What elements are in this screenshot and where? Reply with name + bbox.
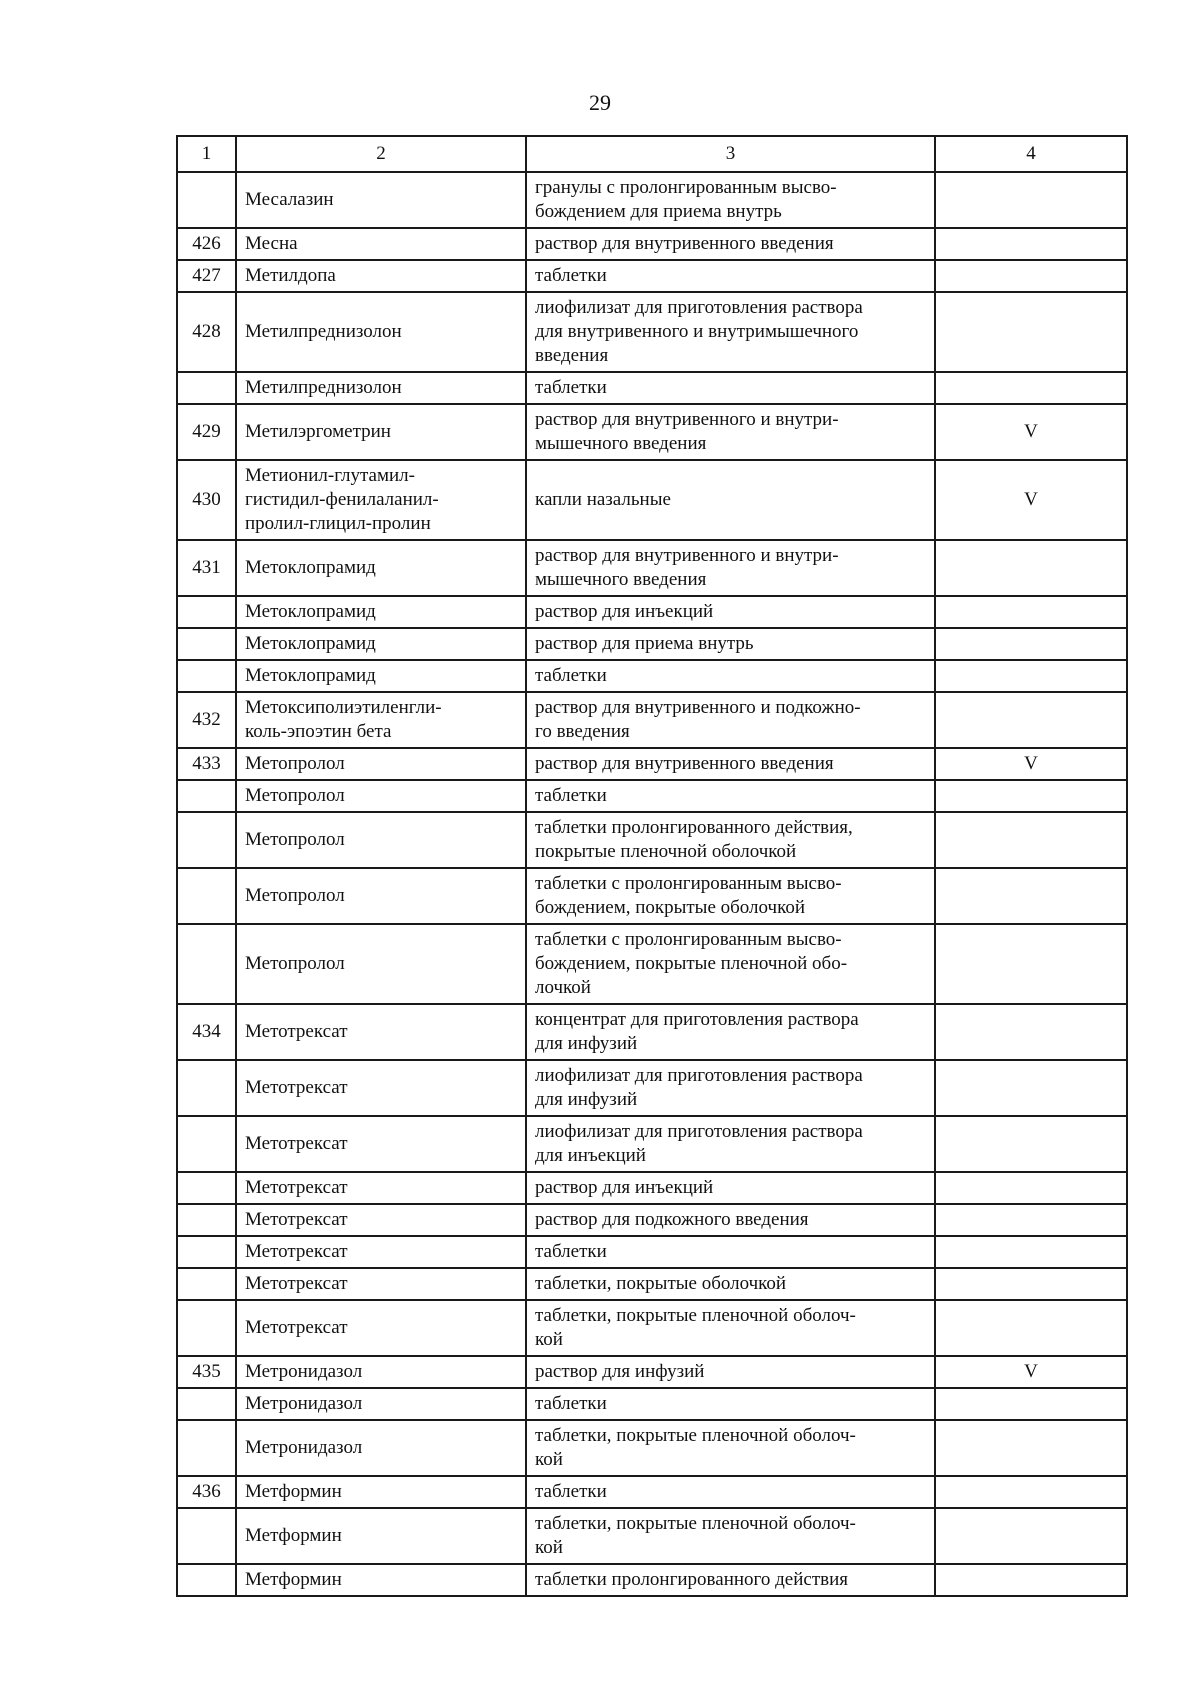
dosage-form: раствор для внутривенного и внутри- мышечного введения <box>526 404 935 460</box>
row-number <box>177 1060 236 1116</box>
drug-name: Метилпреднизолон <box>236 372 526 404</box>
row-number <box>177 1204 236 1236</box>
mark-cell <box>935 1268 1127 1300</box>
row-number <box>177 1420 236 1476</box>
row-number <box>177 660 236 692</box>
drug-name: Метопролол <box>236 780 526 812</box>
table-row <box>177 1268 1127 1300</box>
row-number <box>177 628 236 660</box>
row-number <box>177 1116 236 1172</box>
table-row <box>177 812 1127 868</box>
table-row <box>177 924 1127 1004</box>
drug-name: Метотрексат <box>236 1236 526 1268</box>
drug-name: Метформин <box>236 1508 526 1564</box>
header-row <box>177 136 1127 172</box>
mark-cell <box>935 1300 1127 1356</box>
drug-name: Метронидазол <box>236 1388 526 1420</box>
table-row <box>177 1300 1127 1356</box>
drug-name: Месалазин <box>236 172 526 228</box>
table-row <box>177 628 1127 660</box>
row-number <box>177 1388 236 1420</box>
mark-cell: V <box>935 1356 1127 1388</box>
table-row <box>177 1116 1127 1172</box>
dosage-form: таблетки <box>526 1388 935 1420</box>
dosage-form: таблетки <box>526 260 935 292</box>
drug-name: Метоклопрамид <box>236 660 526 692</box>
row-number <box>177 868 236 924</box>
row-number <box>177 924 236 1004</box>
dosage-form: таблетки с пролонгированным высво- бождением, покрытые пленочной обо- лочкой <box>526 924 935 1004</box>
drug-name: Метотрексат <box>236 1268 526 1300</box>
dosage-form: таблетки <box>526 780 935 812</box>
dosage-form: концентрат для приготовления раствора для инфузий <box>526 1004 935 1060</box>
table-row <box>177 1060 1127 1116</box>
mark-cell <box>935 372 1127 404</box>
dosage-form: раствор для подкожного введения <box>526 1204 935 1236</box>
mark-cell <box>935 1420 1127 1476</box>
column-header-4: 4 <box>935 136 1127 172</box>
drug-name: Метилэргометрин <box>236 404 526 460</box>
drug-name: Метотрексат <box>236 1004 526 1060</box>
table-row <box>177 660 1127 692</box>
table-row <box>177 172 1127 228</box>
column-header-1: 1 <box>177 136 236 172</box>
table-row <box>177 260 1127 292</box>
dosage-form: лиофилизат для приготовления раствора для инъекций <box>526 1116 935 1172</box>
row-number: 428 <box>177 292 236 372</box>
dosage-form: лиофилизат для приготовления раствора для внутривенного и внутримышечного введения <box>526 292 935 372</box>
page-number: 29 <box>589 90 611 115</box>
row-number: 436 <box>177 1476 236 1508</box>
drug-name: Метоклопрамид <box>236 540 526 596</box>
row-number <box>177 1300 236 1356</box>
dosage-form: раствор для приема внутрь <box>526 628 935 660</box>
mark-cell <box>935 1172 1127 1204</box>
table-row <box>177 596 1127 628</box>
mark-cell <box>935 1388 1127 1420</box>
table-row <box>177 1172 1127 1204</box>
row-number: 427 <box>177 260 236 292</box>
dosage-form: раствор для инфузий <box>526 1356 935 1388</box>
table-row <box>177 1476 1127 1508</box>
table-body <box>177 172 1127 1596</box>
row-number: 429 <box>177 404 236 460</box>
mark-cell <box>935 1004 1127 1060</box>
dosage-form: таблетки пролонгированного действия <box>526 1564 935 1596</box>
mark-cell <box>935 1060 1127 1116</box>
mark-cell <box>935 1236 1127 1268</box>
mark-cell <box>935 1476 1127 1508</box>
dosage-form: раствор для внутривенного и внутри- мышечного введения <box>526 540 935 596</box>
table-row <box>177 692 1127 748</box>
mark-cell <box>935 812 1127 868</box>
table-row <box>177 404 1127 460</box>
mark-cell <box>935 628 1127 660</box>
mark-cell <box>935 924 1127 1004</box>
dosage-form: раствор для внутривенного введения <box>526 228 935 260</box>
dosage-form: раствор для инъекций <box>526 1172 935 1204</box>
drug-list-table <box>176 135 1128 1597</box>
table-row <box>177 1204 1127 1236</box>
dosage-form: таблетки <box>526 1236 935 1268</box>
mark-cell <box>935 1116 1127 1172</box>
drug-name: Метформин <box>236 1564 526 1596</box>
drug-name: Метилдопа <box>236 260 526 292</box>
drug-name: Метоксиполиэтиленгли- коль-эпоэтин бета <box>236 692 526 748</box>
table-row <box>177 748 1127 780</box>
table-row <box>177 292 1127 372</box>
mark-cell <box>935 1204 1127 1236</box>
row-number: 434 <box>177 1004 236 1060</box>
mark-cell <box>935 660 1127 692</box>
dosage-form: капли назальные <box>526 460 935 540</box>
drug-name: Метотрексат <box>236 1300 526 1356</box>
dosage-form: таблетки <box>526 660 935 692</box>
row-number: 431 <box>177 540 236 596</box>
drug-name: Метотрексат <box>236 1116 526 1172</box>
row-number <box>177 1564 236 1596</box>
drug-name: Метионил-глутамил- гистидил-фенилаланил- пролил-глицил-пролин <box>236 460 526 540</box>
row-number: 435 <box>177 1356 236 1388</box>
drug-name: Метронидазол <box>236 1420 526 1476</box>
row-number <box>177 1508 236 1564</box>
dosage-form: раствор для инъекций <box>526 596 935 628</box>
table-row <box>177 1356 1127 1388</box>
drug-name: Метоклопрамид <box>236 628 526 660</box>
mark-cell <box>935 692 1127 748</box>
row-number <box>177 1236 236 1268</box>
dosage-form: гранулы с пролонгированным высво- бождением для приема внутрь <box>526 172 935 228</box>
table-row <box>177 780 1127 812</box>
dosage-form: таблетки <box>526 1476 935 1508</box>
dosage-form: раствор для внутривенного и подкожно- го введения <box>526 692 935 748</box>
row-number <box>177 812 236 868</box>
mark-cell <box>935 292 1127 372</box>
mark-cell: V <box>935 748 1127 780</box>
drug-name: Метопролол <box>236 924 526 1004</box>
table-row <box>177 1420 1127 1476</box>
row-number: 426 <box>177 228 236 260</box>
mark-cell <box>935 780 1127 812</box>
row-number <box>177 596 236 628</box>
table-row <box>177 1388 1127 1420</box>
mark-cell <box>935 172 1127 228</box>
dosage-form: таблетки <box>526 372 935 404</box>
mark-cell <box>935 868 1127 924</box>
table-row <box>177 372 1127 404</box>
dosage-form: таблетки, покрытые пленочной оболоч- кой <box>526 1300 935 1356</box>
row-number <box>177 780 236 812</box>
drug-name: Метилпреднизолон <box>236 292 526 372</box>
drug-name: Метоклопрамид <box>236 596 526 628</box>
dosage-form: таблетки, покрытые оболочкой <box>526 1268 935 1300</box>
mark-cell: V <box>935 460 1127 540</box>
row-number: 432 <box>177 692 236 748</box>
dosage-form: таблетки, покрытые пленочной оболоч- кой <box>526 1420 935 1476</box>
row-number <box>177 1172 236 1204</box>
mark-cell <box>935 228 1127 260</box>
drug-name: Метформин <box>236 1476 526 1508</box>
mark-cell <box>935 540 1127 596</box>
row-number <box>177 172 236 228</box>
drug-name: Метотрексат <box>236 1204 526 1236</box>
table-row <box>177 1508 1127 1564</box>
row-number <box>177 1268 236 1300</box>
table-row <box>177 1236 1127 1268</box>
drug-name: Метотрексат <box>236 1172 526 1204</box>
table-row <box>177 1564 1127 1596</box>
drug-name: Месна <box>236 228 526 260</box>
table-row <box>177 460 1127 540</box>
table-row <box>177 1004 1127 1060</box>
mark-cell <box>935 1564 1127 1596</box>
drug-name: Метопролол <box>236 868 526 924</box>
drug-name: Метронидазол <box>236 1356 526 1388</box>
row-number: 430 <box>177 460 236 540</box>
dosage-form: таблетки с пролонгированным высво- бождением, покрытые оболочкой <box>526 868 935 924</box>
drug-name: Метопролол <box>236 812 526 868</box>
mark-cell <box>935 596 1127 628</box>
dosage-form: лиофилизат для приготовления раствора для инфузий <box>526 1060 935 1116</box>
column-header-2: 2 <box>236 136 526 172</box>
row-number: 433 <box>177 748 236 780</box>
column-header-3: 3 <box>526 136 935 172</box>
table-row <box>177 868 1127 924</box>
table-row <box>177 228 1127 260</box>
mark-cell: V <box>935 404 1127 460</box>
mark-cell <box>935 260 1127 292</box>
drug-name: Метопролол <box>236 748 526 780</box>
row-number <box>177 372 236 404</box>
table-header <box>177 136 1127 172</box>
drug-name: Метотрексат <box>236 1060 526 1116</box>
mark-cell <box>935 1508 1127 1564</box>
dosage-form: таблетки, покрытые пленочной оболоч- кой <box>526 1508 935 1564</box>
dosage-form: раствор для внутривенного введения <box>526 748 935 780</box>
table-row <box>177 540 1127 596</box>
dosage-form: таблетки пролонгированного действия, покрытые пленочной оболочкой <box>526 812 935 868</box>
